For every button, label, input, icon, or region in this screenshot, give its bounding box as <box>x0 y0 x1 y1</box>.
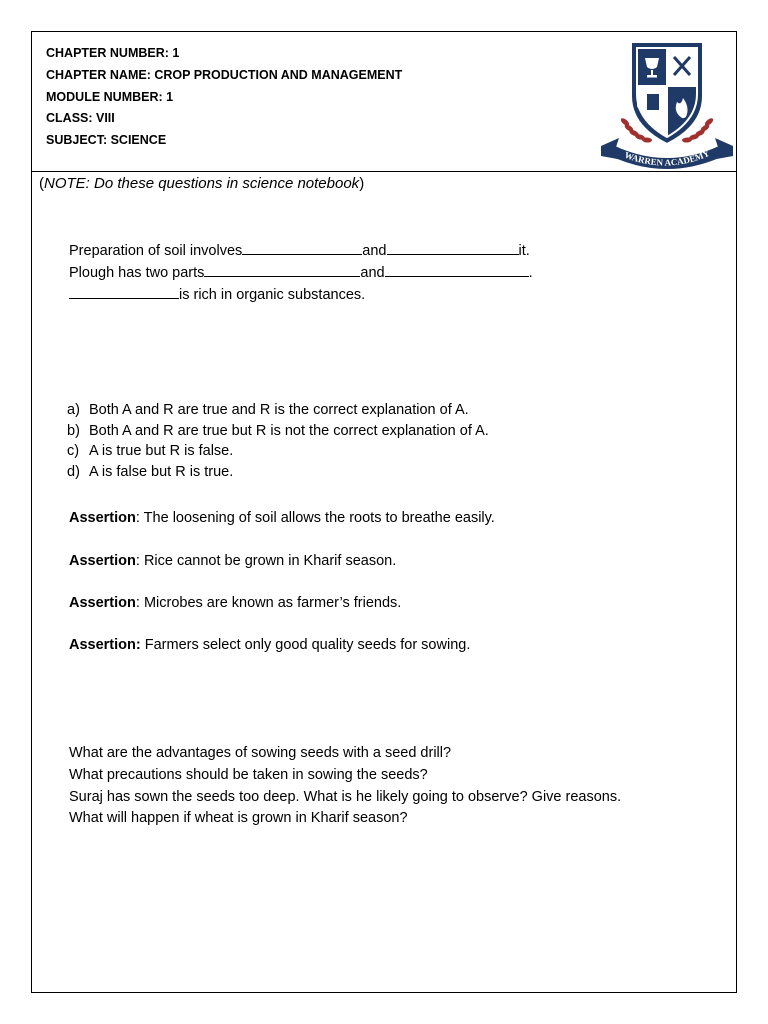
module-number: MODULE NUMBER: 1 <box>46 90 174 104</box>
option-a: a) Both A and R are true and R is the correct explanation of A. <box>67 402 469 418</box>
fill-blank-1: Preparation of soil involves and it. <box>69 243 530 259</box>
fill-blank-2: Plough has two parts and . <box>69 265 533 281</box>
class-label: CLASS: VIII <box>46 111 115 125</box>
assertion-1: Assertion: The loosening of soil allows the roots to breathe easily. <box>69 510 495 526</box>
fill-blank-3: is rich in organic substances. <box>69 285 365 304</box>
note-text: NOTE: Do these questions in science notebook <box>44 175 360 192</box>
chapter-name: CHAPTER NAME: CROP PRODUCTION AND MANAGEMENT <box>46 68 403 82</box>
question-1: What are the advantages of sowing seeds with a seed drill? <box>69 745 452 761</box>
assertion-3: Assertion: Microbes are known as farmer’s friends. <box>69 595 402 611</box>
subject-label: SUBJECT: SCIENCE <box>46 133 167 147</box>
book-icon <box>647 94 659 110</box>
option-c: c) A is true but R is false. <box>67 443 234 459</box>
worksheet-page <box>31 31 737 993</box>
chapter-number: CHAPTER NUMBER: 1 <box>46 46 180 60</box>
assertion-2: Assertion: Rice cannot be grown in Kharif season. <box>69 553 397 569</box>
assertion-4: Assertion: Farmers select only good quality seeds for sowing. <box>69 637 471 653</box>
question-3: Suraj has sown the seeds too deep. What is he likely going to observe? Give reasons. <box>69 789 622 805</box>
question-4: What will happen if wheat is grown in Kharif season? <box>69 810 408 826</box>
note-line: (NOTE: Do these questions in science notebook) <box>39 175 365 192</box>
question-2: What precautions should be taken in sowing the seeds? <box>69 767 428 783</box>
option-b: b) Both A and R are true but R is not the correct explanation of A. <box>67 423 489 439</box>
option-d: d) A is false but R is true. <box>67 464 234 480</box>
worksheet-header <box>32 32 736 172</box>
logo-text: WARREN ACADEMY <box>623 148 711 168</box>
warren-academy-logo <box>597 34 737 170</box>
